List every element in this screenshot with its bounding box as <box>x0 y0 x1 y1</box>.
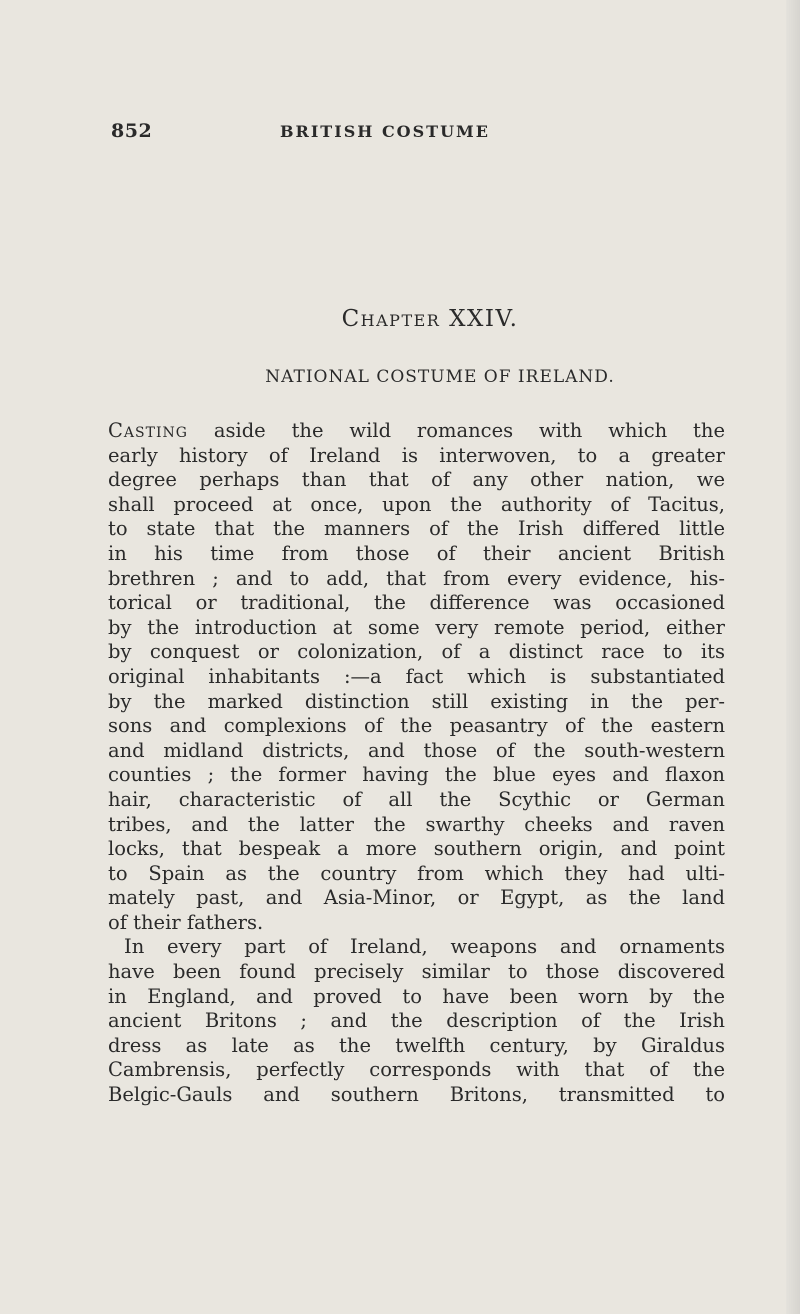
text-line: by the introduction at some very remote period, either <box>108 615 725 639</box>
text-line: original inhabitants :—a fact which is substantiated <box>108 664 725 688</box>
text-line: hair, characteristic of all the Scythic or German <box>108 787 725 811</box>
drop-word: Casting <box>108 419 188 442</box>
text-line: by the marked distinction still existing in the per- <box>108 689 725 713</box>
text-line: brethren ; and to add, that from every evidence, his- <box>108 566 725 590</box>
text-line: In every part of Ireland, weapons and ornaments <box>124 935 725 959</box>
text-line: ancient Britons ; and the description of the Irish <box>108 1009 725 1033</box>
text-line: to state that the manners of the Irish differed little <box>108 517 725 541</box>
text-line: and midland districts, and those of the south-western <box>108 738 725 762</box>
text-line: shall proceed at once, upon the authority of Tacitus, <box>108 492 725 516</box>
text-line-content: aside the wild romances with which the <box>213 419 725 442</box>
text-line: dress as late as the twelfth century, by Giraldus <box>108 1033 725 1057</box>
page-edge <box>786 0 800 1314</box>
text-line: mately past, and Asia-Minor, or Egypt, as the land <box>108 886 725 910</box>
text-line: of their fathers. <box>108 910 264 934</box>
chapter-subtitle-text: NATIONAL COSTUME OF IRELAND. <box>265 367 615 387</box>
text-line: in his time from those of their ancient British <box>108 541 725 565</box>
text-line: tribes, and the latter the swarthy cheeks and raven <box>108 812 725 836</box>
text-line: sons and complexions of the peasantry of the eastern <box>108 714 725 738</box>
text-line: Cambrensis, perfectly corresponds with that of the <box>108 1058 725 1082</box>
text-line: have been found precisely similar to those discovered <box>108 960 725 984</box>
text-line: locks, that bespeak a more southern origin, and point <box>108 837 725 861</box>
text-line: torical or traditional, the difference was occasioned <box>108 591 725 615</box>
running-title: BRITISH COSTUME <box>280 122 490 141</box>
text-line: degree perhaps than that of any other nation, we <box>108 468 725 492</box>
text-line: by conquest or colonization, of a distinct race to its <box>108 640 725 664</box>
text-line <box>108 419 725 444</box>
text-line: in England, and proved to have been worn by the <box>108 984 725 1008</box>
running-head <box>0 120 800 150</box>
chapter-subtitle <box>0 367 800 387</box>
chapter-heading <box>0 306 800 332</box>
text-line: to Spain as the country from which they had ulti- <box>108 861 725 885</box>
text-line: Belgic-Gauls and southern Britons, transmitted to <box>108 1083 725 1107</box>
chapter-heading-text: Chapter XXIV. <box>341 306 519 332</box>
page-number: 852 <box>111 120 153 142</box>
text-line: early history of Ireland is interwoven, to a greater <box>108 443 725 467</box>
body-text <box>108 419 725 1108</box>
text-line: counties ; the former having the blue eyes and flaxon <box>108 763 725 787</box>
